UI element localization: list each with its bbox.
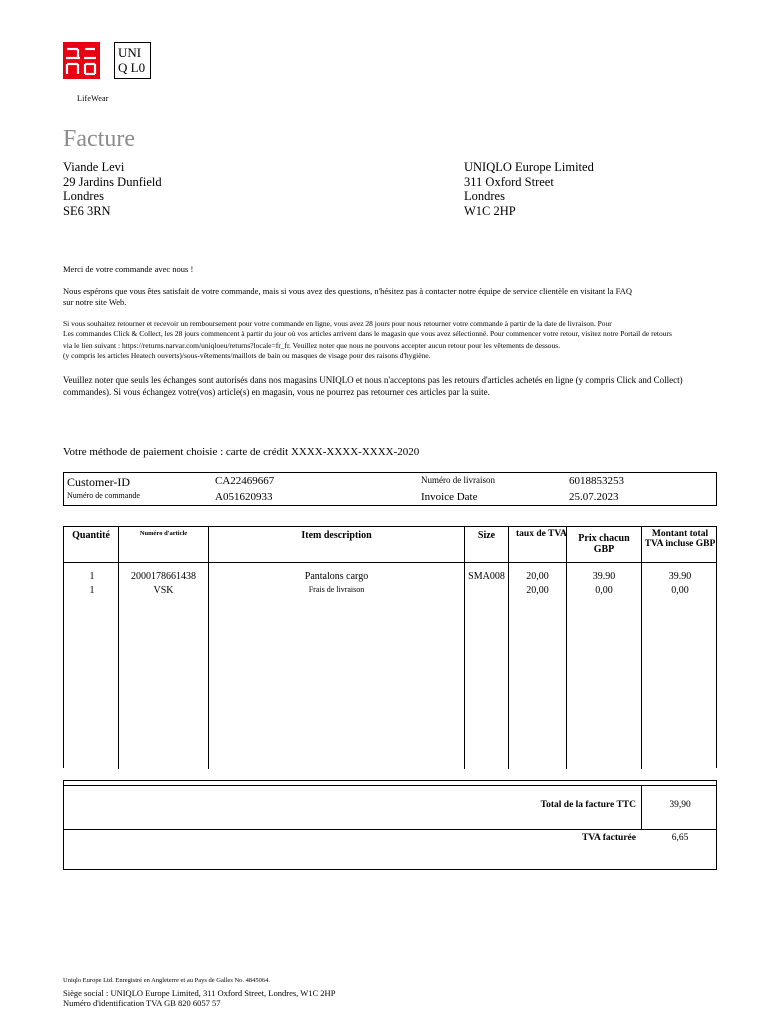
totals-divider: [64, 829, 716, 830]
exchange-line-1: Veuillez noter que seuls les échanges sont autorisés dans nos magasins UNIQLO et nous n'acceptons pas les retours d'articles achetés en ligne (y compris Click and Collect): [63, 375, 683, 385]
logo-tagline: LifeWear: [77, 94, 151, 104]
row-1-unit-price: 39.90: [592, 571, 616, 582]
header-unit-price: [567, 533, 641, 555]
header-unit-price-line-1: Prix chacun: [578, 533, 630, 544]
returns-paragraph: [63, 319, 723, 361]
returns-line-3: via le lien suivant : https://returns.narvar.com/uniqloeu/returns?locale=fr_fr. Veuillez noter que nous ne pouvons accepter aucun retour pour les vêtements de dessous.: [63, 341, 561, 350]
katakana-logo-icon: [63, 42, 100, 79]
customer-street: 29 Jardins Dunfield: [63, 174, 162, 189]
returns-line-1: Si vous souhaitez retourner et recevoir un remboursement pour votre commande en ligne, vous avez 28 jours pour nous retourner votre commande à partir de la date de livraison. Pour: [63, 319, 612, 328]
footer-vat-number: Numéro d'identification TVA GB 820 6057 57: [63, 998, 221, 1008]
row-2-total: 0,00: [671, 585, 689, 596]
returns-line-4: (y compris les articles Heatech ouverts)/sous-vêtements/maillots de bain ou masques de visage pour des raisons d'hygiène.: [63, 351, 431, 360]
column-divider: [508, 527, 509, 769]
footer-registered-office: Siège social : UNIQLO Europe Limited, 311 Oxford Street, Londres, W1C 2HP: [63, 988, 336, 998]
customer-id-label: Customer-ID: [67, 475, 131, 489]
vat-invoiced-value: 6,65: [671, 833, 689, 843]
uniqlo-logo-katakana: [63, 42, 100, 79]
row-1-article-number: 2000178661438: [131, 571, 196, 582]
header-article-number: Numéro d'article: [139, 530, 188, 537]
customer-city: Londres: [63, 189, 104, 204]
customer-id-value: CA22469667: [215, 475, 275, 487]
row-2-article-number: VSK: [153, 585, 174, 596]
invoice-total-label: Total de la facture TTC: [540, 800, 636, 810]
faq-line-2: sur notre site Web.: [63, 297, 127, 307]
company-address: [464, 160, 594, 219]
page-title: Facture: [63, 126, 135, 152]
header-total-line-2: TVA incluse GBP: [644, 539, 716, 549]
row-2-description: Frais de livraison: [308, 585, 365, 594]
invoice-total-value: 39,90: [669, 800, 691, 810]
header-divider: [64, 562, 716, 563]
order-number-value: A051620933: [215, 491, 273, 503]
faq-paragraph: [63, 286, 713, 308]
row-1-quantity: 1: [89, 571, 95, 582]
faq-line-1: Nous espérons que vous êtes satisfait de votre commande, mais si vous avez des questions, n'hésitez pas à contacter notre équipe de service clientèle en visitant la FAQ: [63, 286, 633, 296]
customer-address: [63, 160, 162, 219]
footer-registration: Uniqlo Europe Ltd. Enregistré en Angleterre et au Pays de Galles No. 4845064.: [63, 977, 271, 984]
company-name: UNIQLO Europe Limited: [464, 160, 594, 174]
vat-invoiced-label: TVA facturée: [582, 833, 636, 843]
header-total-amount: [642, 529, 718, 549]
order-info-box: [63, 472, 717, 506]
row-1-total: 39.90: [668, 571, 692, 582]
row-2-quantity: 1: [89, 585, 95, 596]
delivery-number-label: Numéro de livraison: [421, 475, 495, 485]
company-postcode: W1C 2HP: [464, 204, 516, 219]
logo-line-1: UNI: [118, 45, 142, 60]
column-divider: [208, 527, 209, 769]
company-city: Londres: [464, 189, 505, 204]
items-table: [63, 526, 717, 768]
totals-top-rule: [64, 785, 716, 786]
payment-method: Votre méthode de paiement choisie : carte de crédit XXXX-XXXX-XXXX-2020: [63, 446, 420, 458]
order-number-label: Numéro de commande: [67, 491, 140, 500]
totals-box: [63, 780, 717, 870]
uniqlo-logo-latin: [114, 42, 151, 79]
customer-postcode: SE6 3RN: [63, 204, 111, 219]
exchange-line-2: commandes). Si vous échangez votre(vos) article(s) en magasin, vous ne pourrez pas retourner ces articles par la suite.: [63, 387, 490, 397]
row-1-vat-rate: 20,00: [526, 571, 549, 582]
header-unit-price-line-2: GBP: [593, 544, 615, 555]
header-total-line-1: Montant total: [651, 529, 709, 539]
row-1-description: Pantalons cargo: [304, 571, 369, 582]
thanks-message: Merci de votre commande avec nous !: [63, 264, 194, 274]
row-1-size: SMA008: [468, 571, 505, 582]
returns-line-2: Les commandes Click & Collect, les 28 jours commencent à partir du jour où vos articles arrivent dans le magasin que vous avez sélectionné. Pour commencer votre retour, visitez notre Portail de retours: [63, 329, 672, 338]
customer-name: Viande Levi: [63, 160, 125, 174]
column-divider: [118, 527, 119, 769]
column-divider: [464, 527, 465, 769]
delivery-number-value: 6018853253: [569, 475, 624, 487]
column-divider: [641, 527, 642, 769]
company-street: 311 Oxford Street: [464, 174, 554, 189]
row-2-vat-rate: 20,00: [526, 585, 549, 596]
header-vat-rate: taux de TVA: [516, 529, 567, 539]
header-size: Size: [477, 530, 496, 541]
row-2-unit-price: 0,00: [595, 585, 613, 596]
invoice-date-value: 25.07.2023: [569, 491, 619, 503]
invoice-date-label: Invoice Date: [421, 491, 478, 503]
column-divider: [566, 527, 567, 769]
header-quantity: Quantité: [72, 530, 110, 541]
header-description: Item description: [301, 530, 372, 541]
logo-line-2: Q L0: [118, 60, 146, 75]
exchange-paragraph: [63, 374, 723, 398]
